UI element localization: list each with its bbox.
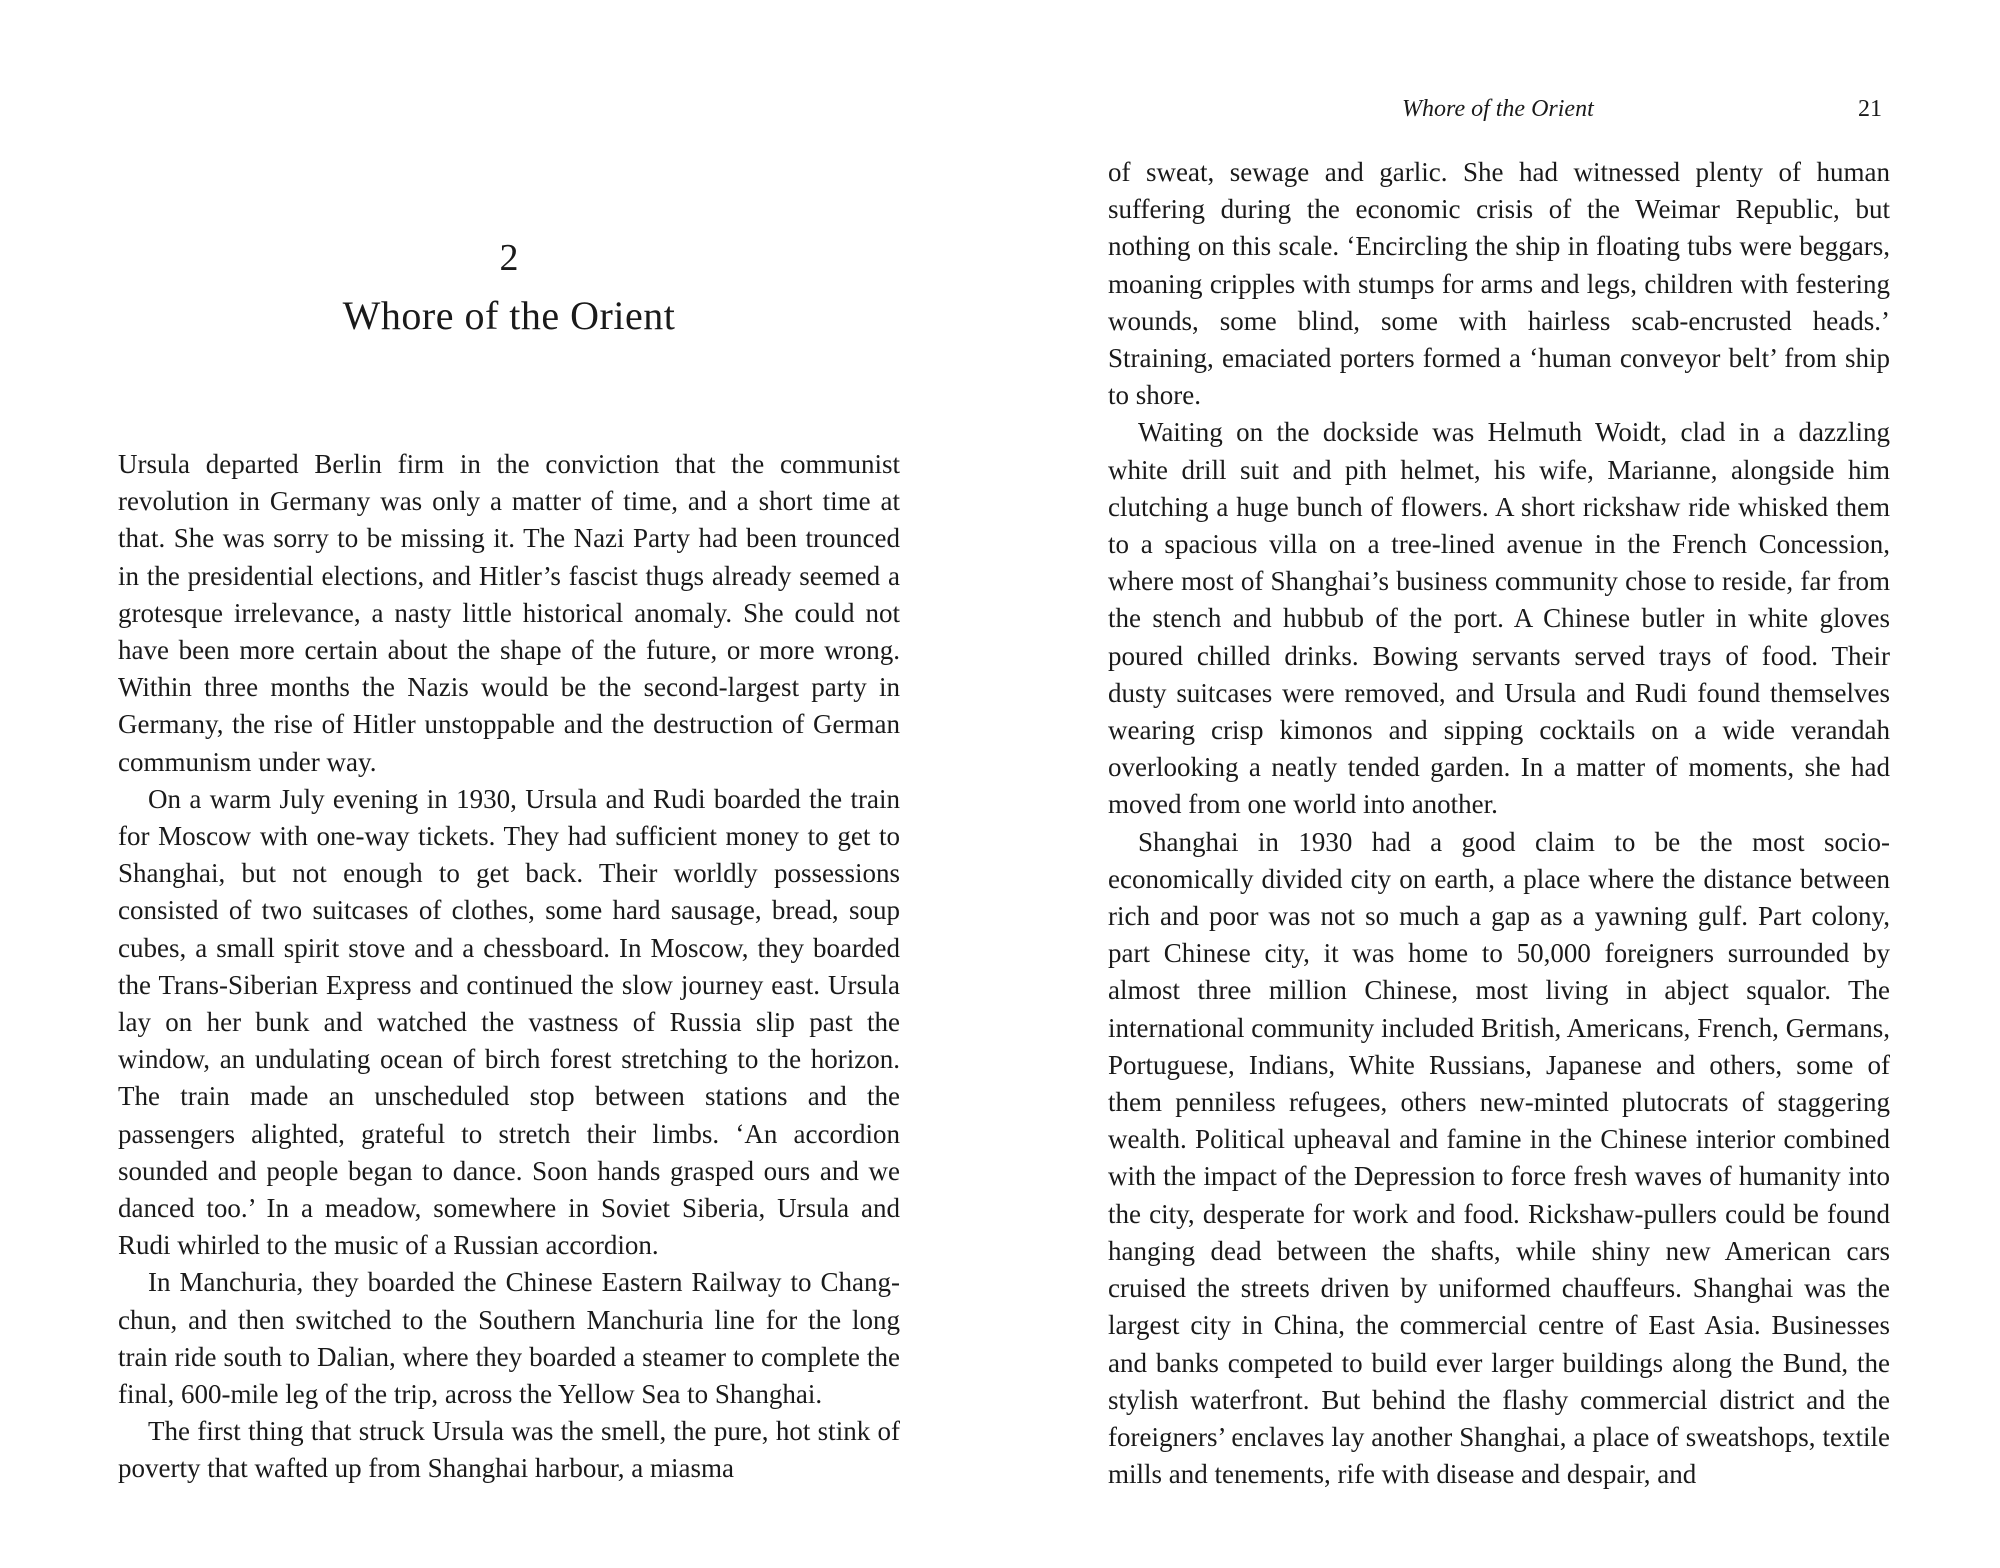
paragraph: Shanghai in 1930 had a good claim to be the most socio-economically divided city on earth, a place where the distance between rich and poor was not so much a gap as a yawning gulf. Part colony, part Chinese city, it was home to 50,000 foreigners surrounded by almost three million Chinese, most living in abject squalor. The international community included British, Americans, French, Germans, Portuguese, Indians, White Russians, Japanese and others, some of them penniless refugees, others new-minted plutocrats of staggering wealth. Political upheaval and famine in the Chinese interior combined with the impact of the Depression to force fresh waves of humanity into the city, desperate for work and food. Rickshaw-pullers could be found hanging dead between the shafts, while shiny new American cars cruised the streets driven by uniformed chauffeurs. Shanghai was the largest city in China, the commercial centre of East Asia. Businesses and banks competed to build ever larger buildings along the Bund, the stylish waterfront. But behind the flashy commercial district and the foreigners’ enclaves lay another Shanghai, a place of sweatshops, textile mills and tenements, rife with disease and despair, and — [1108, 826, 1890, 1490]
paragraph: In Manchuria, they boarded the Chinese Eastern Railway to Changchun, and then switched to the Southern Manchuria line for the long train ride south to Dalian, where they boarded a steamer to complete the final, 600-mile leg of the trip, across the Yellow Sea to Shanghai. — [118, 1267, 900, 1410]
paragraph: The first thing that struck Ursula was the smell, the pure, hot stink of poverty that wafted up from Shanghai harbour, a miasma — [118, 1416, 900, 1484]
running-head: Whore of the Orient — [1402, 96, 1594, 122]
paragraph: On a warm July evening in 1930, Ursula and Rudi boarded the train for Moscow with one-way tickets. They had sufficient money to get to Shanghai, but not enough to get back. Their worldly possessions consisted of two suitcases of clothes, some hard sausage, bread, soup cubes, a small spirit stove and a chessboard. In Moscow, they boarded the Trans-Siberian Express and continued the slow journey east. Ursula lay on her bunk and watched the vastness of Russia slip past the window, an undulating ocean of birch forest stretching to the horizon. The train made an unscheduled stop between stations and the passengers alighted, grateful to stretch their limbs. ‘An accordion sounded and people began to dance. Soon hands grasped ours and we danced too.’ In a meadow, somewhere in Soviet Siberia, Ursula and Rudi whirled to the music of a Russian accordion. — [118, 783, 900, 1261]
chapter-number: 2 — [499, 237, 519, 279]
page-number: 21 — [1858, 96, 1882, 122]
right-page-body — [1108, 154, 1890, 1493]
chapter-title: Whore of the Orient — [342, 293, 676, 338]
paragraph: Waiting on the dockside was Helmuth Woidt, clad in a dazzling white drill suit and pith helmet, his wife, Marianne, alongside him clutching a huge bunch of flowers. A short rickshaw ride whisked them to a spacious villa on a tree-lined avenue in the French Concession, where most of Shanghai’s business community chose to reside, far from the stench and hubbub of the port. A Chinese butler in white gloves poured chilled drinks. Bowing servants served trays of food. Their dusty suitcases were removed, and Ursula and Rudi found themselves wearing crisp kimonos and sipping cocktails on a wide verandah overlooking a neatly tended garden. In a matter of moments, she had moved from one world into another. — [1108, 417, 1890, 820]
paragraph: Ursula departed Berlin firm in the conviction that the communist revolution in Germany was only a matter of time, and a short time at that. She was sorry to be missing it. The Nazi Party had been trounced in the presidential elections, and Hitler’s fascist thugs already seemed a grotesque irrelevance, a nasty little historical anomaly. She could not have been more certain about the shape of the future, or more wrong. Within three months the Nazis would be the second-largest party in Germany, the rise of Hitler unstoppable and the destruction of German communism under way. — [118, 449, 900, 777]
left-page-body — [118, 446, 900, 1488]
paragraph: of sweat, sewage and garlic. She had witnessed plenty of human suffering during the economic crisis of the Weimar Republic, but nothing on this scale. ‘Encircling the ship in floating tubs were beggars, moaning cripples with stumps for arms and legs, children with festering wounds, some blind, some with hairless scab-encrusted heads.’ Straining, emaciated porters formed a ‘human conveyor belt’ from ship to shore. — [1108, 157, 1890, 411]
right-page — [1108, 0, 1890, 1568]
left-page — [118, 0, 900, 1568]
